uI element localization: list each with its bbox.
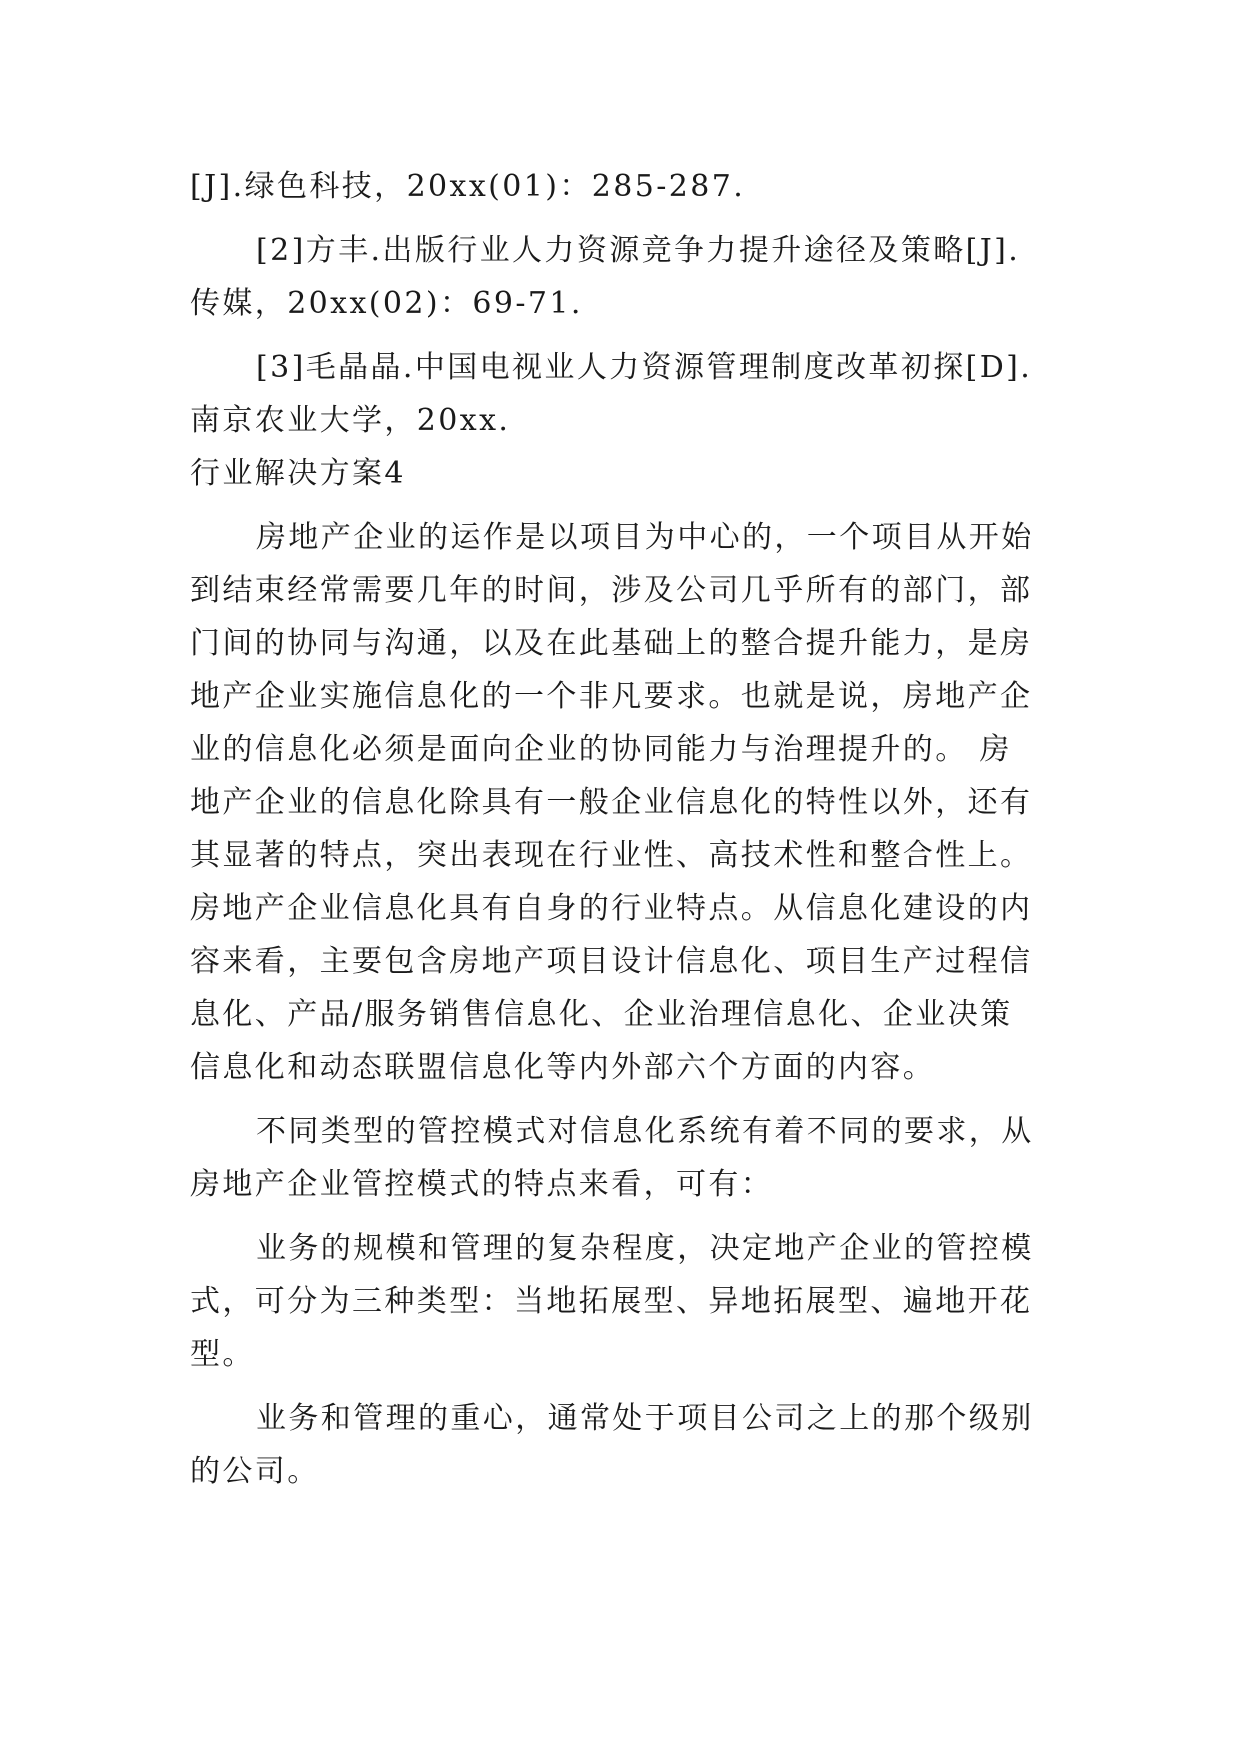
text-line: 不同类型的管控模式对信息化系统有着不同的要求，从 — [256, 1114, 1034, 1149]
text-line: 南京农业大学，20xx. — [190, 403, 511, 438]
text-line: 容来看，主要包含房地产项目设计信息化、项目生产过程信 — [190, 944, 1033, 979]
section-heading: 行业解决方案4 — [190, 456, 406, 491]
text-line: 到结束经常需要几年的时间，涉及公司几乎所有的部门，部 — [190, 573, 1033, 608]
text-line: 业的信息化必须是面向企业的协同能力与治理提升的。 房 — [190, 732, 1012, 767]
text-line: 的公司。 — [190, 1454, 320, 1489]
text-line: 其显著的特点，突出表现在行业性、高技术性和整合性上。 — [190, 838, 1033, 873]
text-line: 型。 — [190, 1337, 255, 1372]
text-line: [J].绿色科技，20xx(01)：285-287. — [190, 169, 746, 204]
text-line: [3]毛晶晶.中国电视业人力资源管理制度改革初探[D]. — [256, 350, 1033, 385]
text-line: 业务和管理的重心，通常处于项目公司之上的那个级别 — [256, 1401, 1034, 1436]
text-line: 式，可分为三种类型：当地拓展型、异地拓展型、遍地开花 — [190, 1284, 1033, 1319]
text-line: 门间的协同与沟通，以及在此基础上的整合提升能力，是房 — [190, 626, 1033, 661]
text-line: 信息化和动态联盟信息化等内外部六个方面的内容。 — [190, 1050, 936, 1085]
text-line: 房地产企业管控模式的特点来看，可有： — [190, 1167, 774, 1202]
text-line: 地产企业实施信息化的一个非凡要求。也就是说，房地产企 — [190, 679, 1033, 714]
text-line: 传媒，20xx(02)：69-71. — [190, 286, 583, 321]
text-line: [2]方丰.出版行业人力资源竞争力提升途径及策略[J]. — [256, 233, 1021, 268]
text-line: 地产企业的信息化除具有一般企业信息化的特性以外，还有 — [190, 785, 1033, 820]
text-line: 房地产企业信息化具有自身的行业特点。从信息化建设的内 — [190, 891, 1033, 926]
text-line: 息化、产品/服务销售信息化、企业治理信息化、企业决策 — [190, 997, 1013, 1032]
document-body — [190, 160, 1070, 1498]
text-line: 房地产企业的运作是以项目为中心的，一个项目从开始 — [256, 520, 1034, 555]
text-line: 业务的规模和管理的复杂程度，决定地产企业的管控模 — [256, 1231, 1034, 1266]
